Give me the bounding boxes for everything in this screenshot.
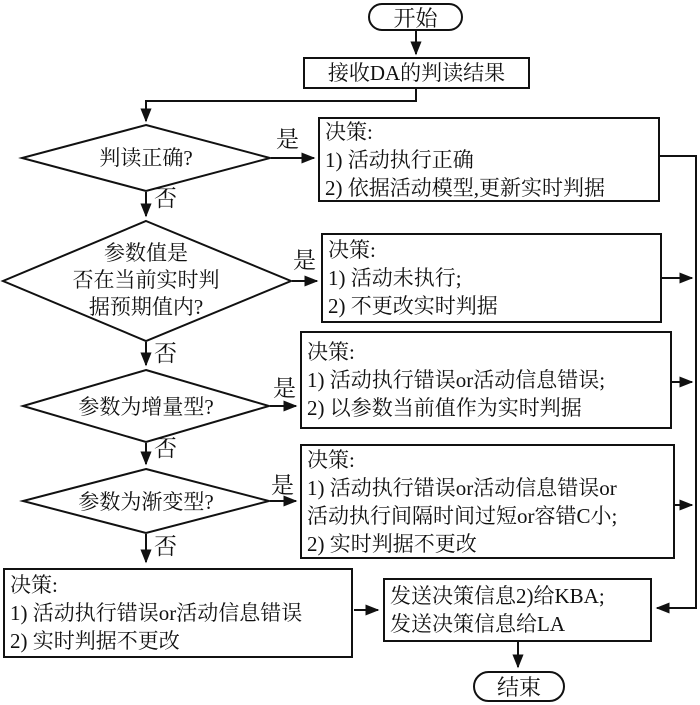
text-line: 否在当前实时判: [72, 268, 220, 292]
text-line: 决策:: [325, 119, 373, 144]
text-line: 发送决策信息2)给KBA;: [390, 584, 605, 608]
yes-label-4: 是: [271, 473, 294, 498]
no-label-3: 否: [154, 436, 177, 461]
text-line: 发送决策信息给LA: [390, 612, 565, 636]
decision-box-5: [3, 568, 353, 658]
diamond-1-label: [46, 145, 246, 172]
start-label: 开始: [393, 5, 438, 31]
text-line: 活动执行间隔时间过短or容错C小;: [307, 503, 618, 528]
text-line: 参数值是: [104, 241, 188, 265]
text-line: 1) 活动执行错误or活动信息错误or: [307, 475, 617, 500]
text-line: 决策:: [328, 238, 376, 262]
text-line: 2) 实时判据不更改: [307, 531, 477, 556]
diamond-4-label: [26, 489, 266, 516]
text-line: 决策:: [10, 573, 58, 597]
text-line: 2) 不更改实时判据: [328, 294, 498, 318]
diamond-2-label: [16, 240, 276, 321]
text-line: 2) 以参数当前值作为实时判据: [307, 396, 582, 420]
text-line: 1) 活动执行正确: [325, 147, 474, 172]
yes-label-1: 是: [276, 127, 299, 152]
text-line: 据预期值内?: [88, 295, 204, 319]
yes-label-2: 是: [293, 248, 316, 273]
diamond-3-label: [26, 394, 266, 421]
no-label-1: 否: [154, 186, 177, 211]
decision-box-4: [300, 444, 675, 559]
receive-box-label: 接收DA的判读结果: [327, 61, 506, 85]
text-line: 决策:: [307, 447, 355, 472]
send-box: [383, 578, 652, 642]
end-node: [473, 671, 565, 702]
text-line: 参数为增量型?: [78, 395, 214, 419]
text-line: 1) 活动执行错误or活动信息错误;: [307, 368, 606, 392]
no-label-2: 否: [154, 341, 177, 366]
text-line: 判读正确?: [99, 146, 193, 170]
text-line: 参数为渐变型?: [78, 490, 214, 514]
yes-label-3: 是: [273, 376, 296, 401]
text-line: 决策:: [307, 340, 355, 364]
decision-box-2: [321, 233, 662, 323]
text-line: 2) 实时判据不更改: [10, 629, 180, 653]
decision-box-1: [318, 117, 660, 202]
decision-box-3: [300, 331, 672, 429]
end-label: 结束: [496, 675, 541, 700]
text-line: 1) 活动执行错误or活动信息错误: [10, 601, 303, 625]
start-node: [368, 3, 463, 31]
no-label-4: 否: [154, 534, 177, 559]
text-line: 2) 依据活动模型,更新实时判据: [325, 175, 605, 200]
text-line: 1) 活动未执行;: [328, 266, 462, 290]
receive-box: [303, 57, 530, 89]
